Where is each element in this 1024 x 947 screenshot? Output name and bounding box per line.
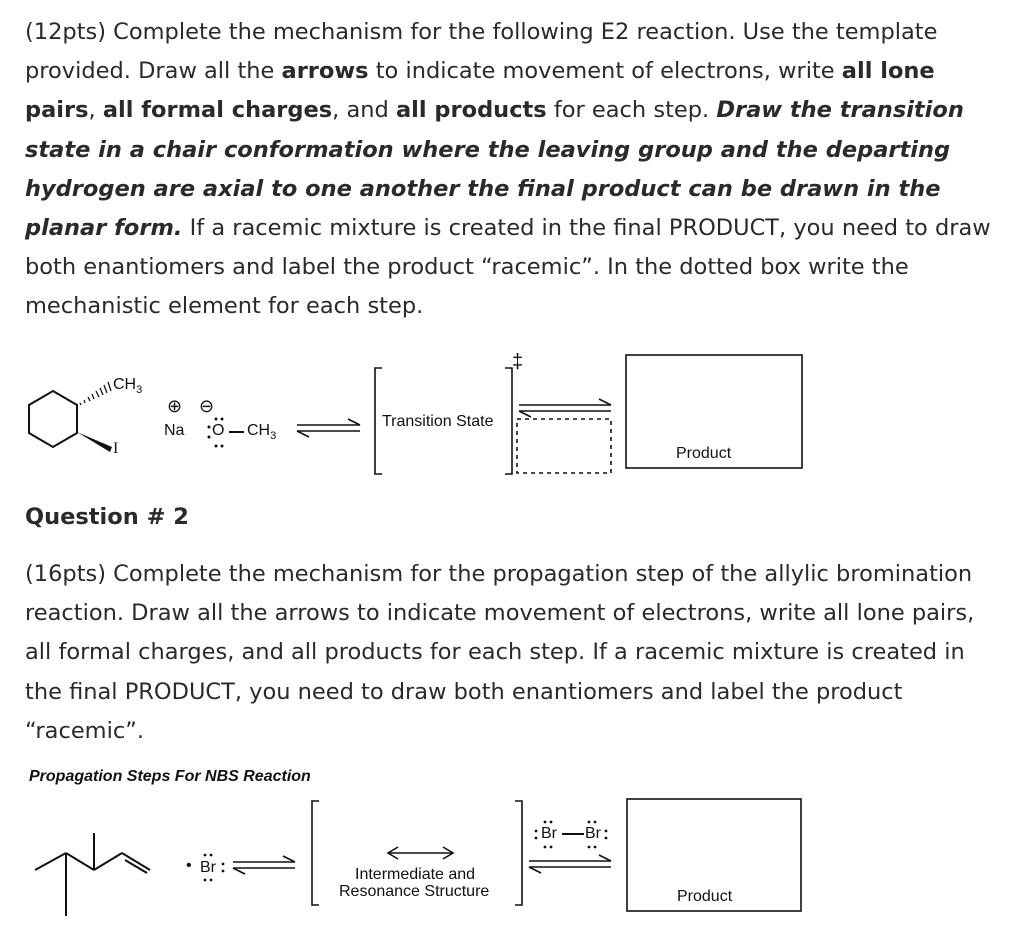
hashed-wedge-bond (80, 382, 111, 405)
intermediate-label-line2: Resonance Structure (339, 883, 490, 900)
q1-text-6: If a racemic mixture is created in the final PRODUCT, you need to draw both enantiomers and label the product “racemic”. In the dotted box write the mechanistic element for each step. (25, 215, 991, 320)
ch3-text: CH (113, 376, 137, 393)
q1-text-3: , (88, 97, 103, 124)
minus-charge-icon: ⊖ (199, 396, 215, 416)
q1-bold-formal-charges: all formal charges (102, 97, 333, 124)
transition-state-label: Transition State (382, 413, 494, 430)
resonance-arrow (388, 847, 453, 859)
br2-first-bromine: Br (541, 825, 557, 842)
alkene-skeleton (35, 833, 150, 916)
cyclohexane-ring (29, 391, 77, 447)
radical-dot-icon: • (186, 857, 192, 874)
sodium-label: Na (164, 422, 185, 439)
equilibrium-arrow-1 (297, 419, 360, 437)
q1-bold-products: all products (395, 97, 547, 124)
equilibrium-arrow-2 (519, 399, 611, 417)
iodine-label: I (113, 440, 119, 457)
product-label-2: Product (677, 888, 733, 905)
br2-second-bromine: Br (585, 825, 601, 842)
double-dagger-icon: ‡ (512, 351, 524, 373)
question2-title: Question # 2 (25, 504, 189, 530)
propagation-heading: Propagation Steps For NBS Reaction (29, 768, 311, 785)
plus-charge-icon: ⊕ (167, 396, 183, 416)
oxygen-label: O (212, 422, 225, 439)
mechanistic-element-dotted-box[interactable] (517, 419, 611, 473)
methyl-subscript: 3 (270, 430, 277, 443)
q1-bold-lone-pairs: all lone pairs (25, 58, 935, 124)
q1-text-4: , and (332, 97, 396, 124)
q1-bold-italic-instruction: Draw the transition state in a chair conformation where the leaving group and the departing hydrogen are axial to one another the final product can be drawn in the planar form. (25, 97, 964, 242)
ch3-label (113, 376, 142, 396)
equilibrium-arrow-4 (529, 855, 611, 873)
ch3-subscript: 3 (136, 384, 143, 397)
solid-wedge-bond (77, 432, 112, 452)
intermediate-label-line1: Intermediate and (355, 866, 476, 883)
equilibrium-arrow-3 (233, 856, 295, 874)
q1-text-2: to indicate movement of electrons, write (368, 58, 842, 85)
product-label-1: Product (676, 445, 732, 462)
question2-text: (16pts) Complete the mechanism for the propagation step of the allylic bromination reaction. Draw all the arrows to indicate movement of electrons, write all lone pairs, all formal charges, and all products for each step. If a racemic mixture is created in the final PRODUCT, you need to draw both enantiomers and label the product “racemic”. (25, 561, 975, 744)
q1-bold-arrows: arrows (281, 58, 369, 85)
methoxide-methyl-label (247, 422, 276, 442)
q1-text-5: for each step. (546, 97, 717, 124)
q1-points: (12pts) (25, 19, 107, 45)
bromine-radical-label: Br (200, 859, 216, 876)
q1-text-1: Complete the mechanism for the following E2 reaction. Use the template provided. Draw all the (25, 19, 938, 85)
methyl-text: CH (247, 422, 271, 439)
